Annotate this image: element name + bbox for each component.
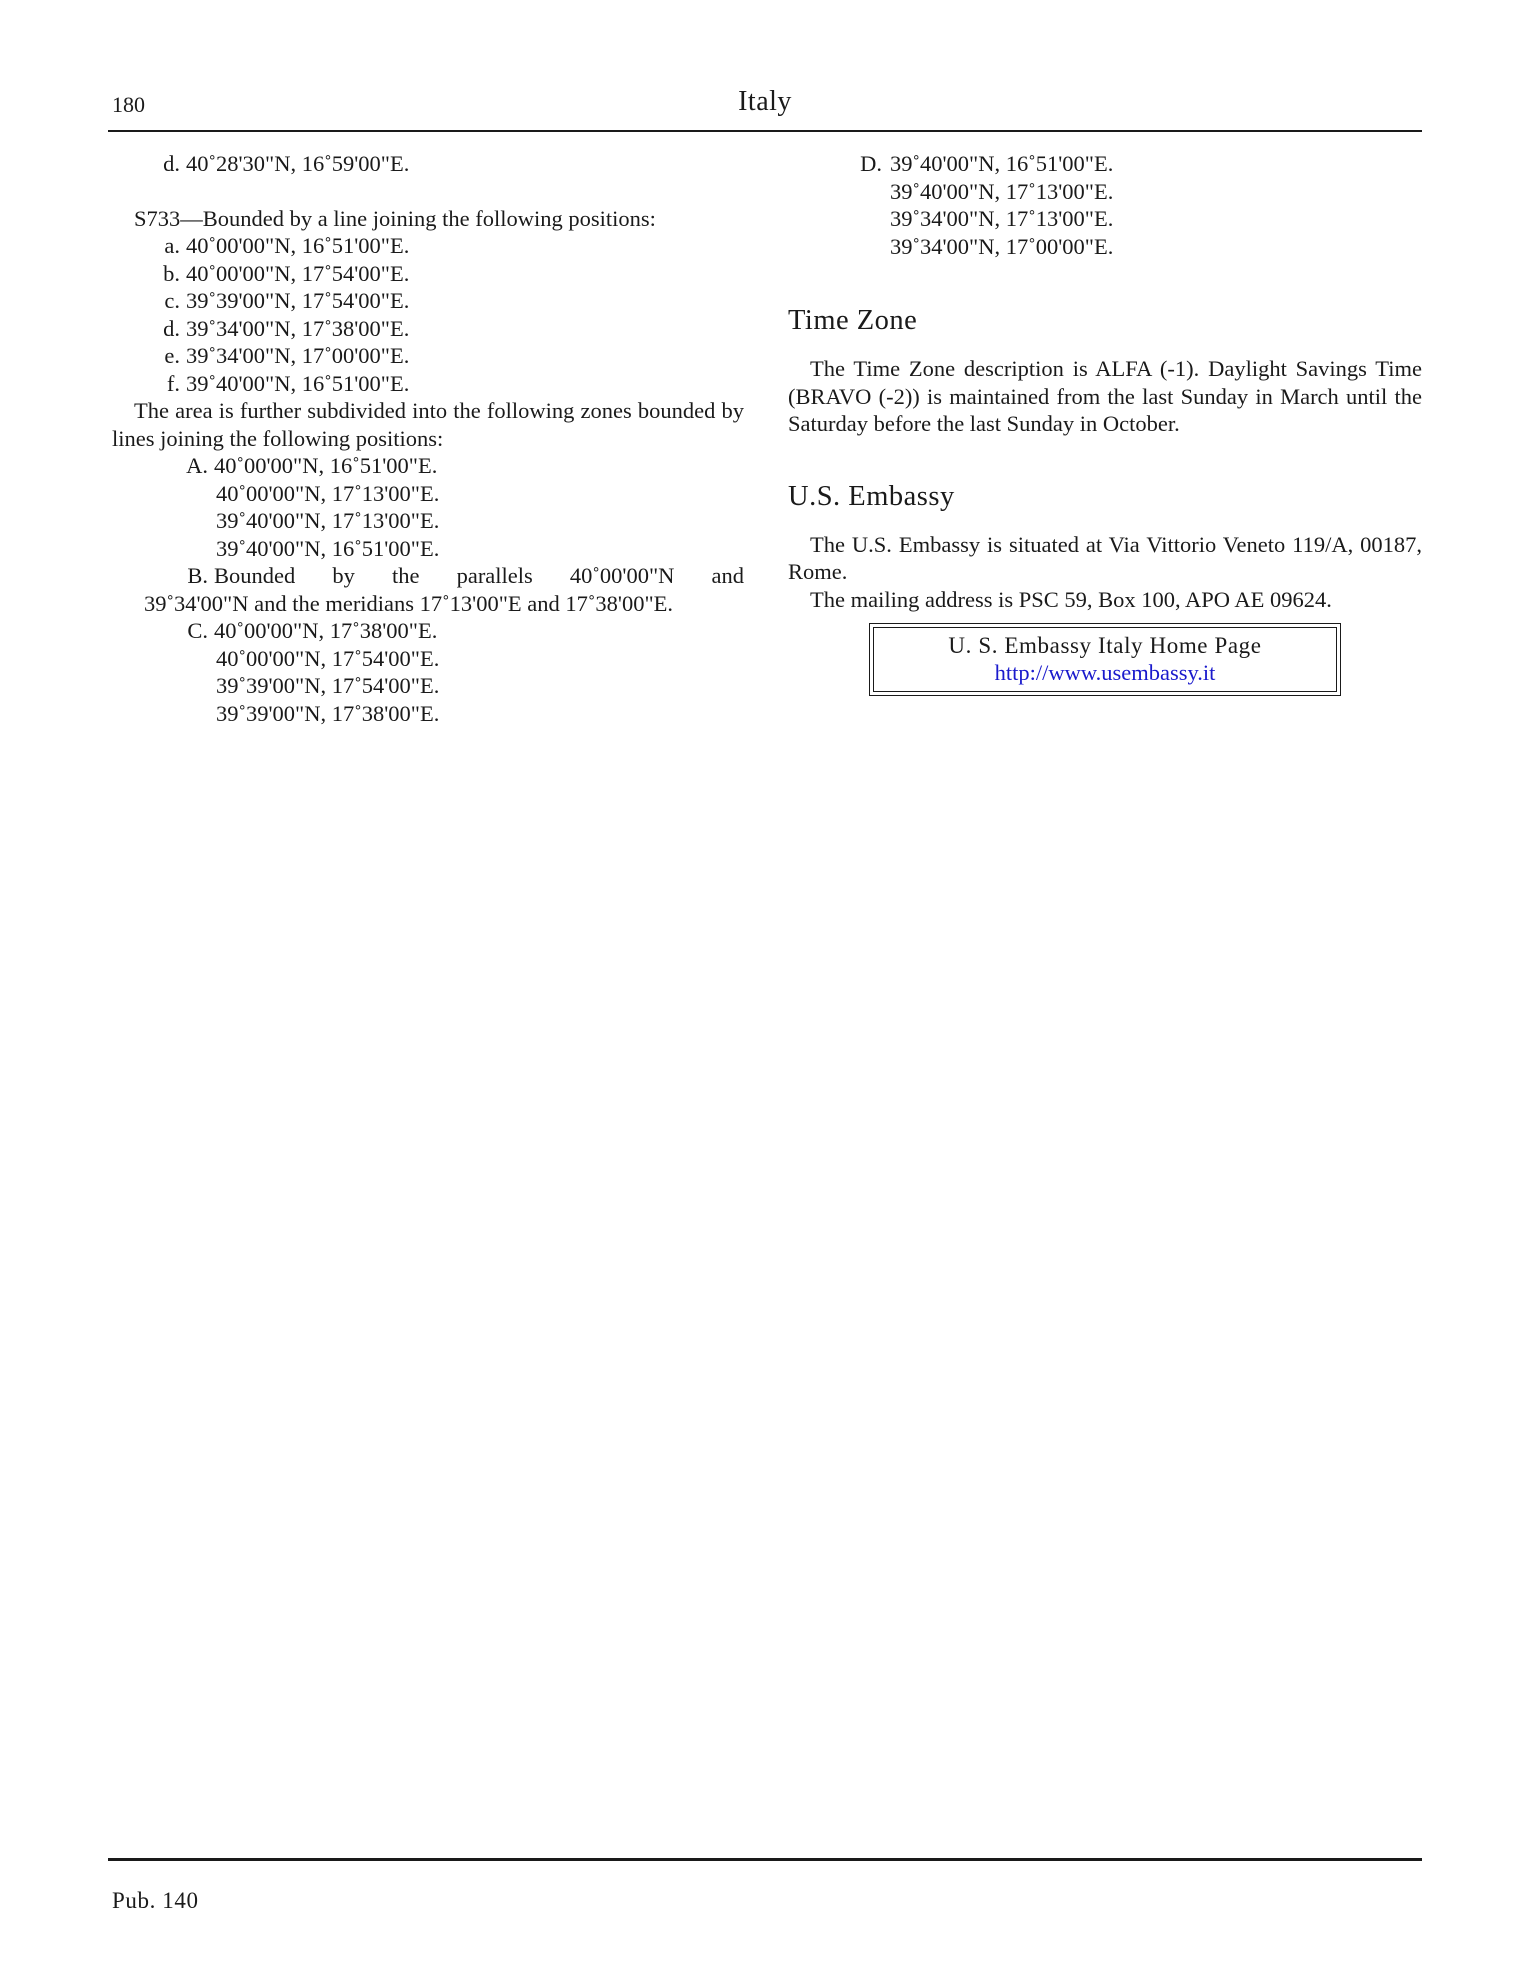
time-zone-paragraph: The Time Zone description is ALFA (-1). Daylight Savings Time (BRAVO (-2)) is maintained from the last Sunday in March until the Saturday before the last Sunday in October.	[788, 356, 1422, 436]
embassy-heading: U.S. Embassy	[788, 480, 955, 512]
zone-d-line: 39˚34'00"N, 17˚13'00"E.	[890, 206, 1114, 231]
zone-position: 40˚00'00"N, 16˚51'00"E.	[214, 453, 438, 478]
zone-position: 40˚00'00"N, 17˚38'00"E.	[214, 618, 438, 643]
item-position: 39˚40'00"N, 16˚51'00"E.	[186, 370, 410, 396]
zone-b-start	[180, 562, 295, 590]
zone-a-line: 40˚00'00"N, 17˚13'00"E.	[216, 480, 440, 506]
s733-intro: S733—Bounded by a line joining the following positions:	[134, 205, 656, 231]
zone-label: C.	[187, 618, 208, 643]
list-item	[112, 370, 744, 398]
item-position: 40˚28'30"N, 16˚59'00"E.	[186, 151, 410, 176]
item-position: 40˚00'00"N, 16˚51'00"E.	[186, 233, 410, 258]
zone-b-word: the	[391, 563, 420, 588]
embassy-mailing-paragraph: The mailing address is PSC 59, Box 100, APO AE 09624.	[810, 586, 1332, 612]
header-rule	[108, 130, 1422, 132]
page-number: 180	[112, 92, 145, 117]
zone-label: D.	[860, 151, 882, 176]
item-label: f.	[166, 370, 180, 396]
embassy-link-box	[869, 623, 1341, 696]
spacer	[788, 260, 1422, 304]
running-title: Italy	[738, 86, 792, 117]
zone-position: 39˚40'00"N, 16˚51'00"E.	[890, 151, 1114, 176]
list-item	[112, 315, 744, 343]
zone-a-line: 39˚40'00"N, 17˚13'00"E.	[216, 508, 440, 533]
item-label: c.	[164, 288, 180, 313]
zone-b-word: Bounded	[214, 563, 296, 588]
list-item	[112, 342, 744, 370]
item-position: 40˚00'00"N, 17˚54'00"E.	[186, 260, 410, 286]
list-item	[112, 150, 744, 178]
zone-d-line: 39˚34'00"N, 17˚00'00"E.	[890, 233, 1114, 259]
item-label: a.	[164, 233, 180, 258]
zone-c-line: 39˚39'00"N, 17˚54'00"E.	[216, 673, 440, 698]
zone-a-line: 39˚40'00"N, 16˚51'00"E.	[216, 535, 440, 561]
embassy-address-paragraph: The U.S. Embassy is situated at Via Vittorio Veneto 119/A, 00187, Rome.	[788, 531, 1422, 584]
zone-b-word: and	[711, 563, 744, 588]
zone-d-line	[788, 150, 1422, 178]
embassy-link-title: U. S. Embassy Italy Home Page	[948, 633, 1262, 658]
embassy-link-box-inner	[873, 627, 1337, 692]
zone-b-word: 40˚00'00"N	[569, 563, 675, 588]
item-label: d.	[163, 315, 180, 341]
left-column	[112, 150, 744, 727]
zone-c-line: 39˚39'00"N, 17˚38'00"E.	[216, 700, 440, 726]
footer-publication: Pub. 140	[112, 1888, 199, 1913]
item-label: e.	[164, 343, 180, 368]
item-label: d.	[163, 151, 180, 176]
zone-d-line: 39˚40'00"N, 17˚13'00"E.	[890, 178, 1114, 204]
right-column	[788, 150, 1422, 696]
list-item	[112, 287, 744, 315]
zone-b-line	[112, 562, 744, 590]
zone-c-line: 40˚00'00"N, 17˚54'00"E.	[216, 645, 440, 671]
footer-rule	[108, 1858, 1422, 1861]
embassy-website-link[interactable]: http://www.usembassy.it	[994, 660, 1216, 685]
zone-label: A.	[186, 453, 208, 478]
item-position: 39˚34'00"N, 17˚00'00"E.	[186, 343, 410, 368]
zone-b-word: parallels	[456, 563, 533, 588]
zone-a-line	[112, 452, 744, 480]
item-position: 39˚39'00"N, 17˚54'00"E.	[186, 288, 410, 313]
item-position: 39˚34'00"N, 17˚38'00"E.	[186, 315, 410, 341]
item-label: b.	[163, 260, 180, 286]
spacer	[788, 338, 1422, 355]
spacer	[788, 438, 1422, 480]
spacer	[788, 514, 1422, 531]
zone-c-line	[112, 617, 744, 645]
spacer	[112, 178, 744, 205]
zone-b-word: by	[332, 563, 355, 588]
zone-label: B.	[187, 563, 208, 588]
zone-b-line: 39˚34'00"N and the meridians 17˚13'00"E and 17˚38'00"E.	[144, 590, 673, 616]
subdivide-paragraph: The area is further subdivided into the following zones bounded by lines joining the following positions:	[112, 398, 744, 451]
list-item	[112, 232, 744, 260]
time-zone-heading: Time Zone	[788, 305, 918, 336]
list-item	[112, 260, 744, 288]
